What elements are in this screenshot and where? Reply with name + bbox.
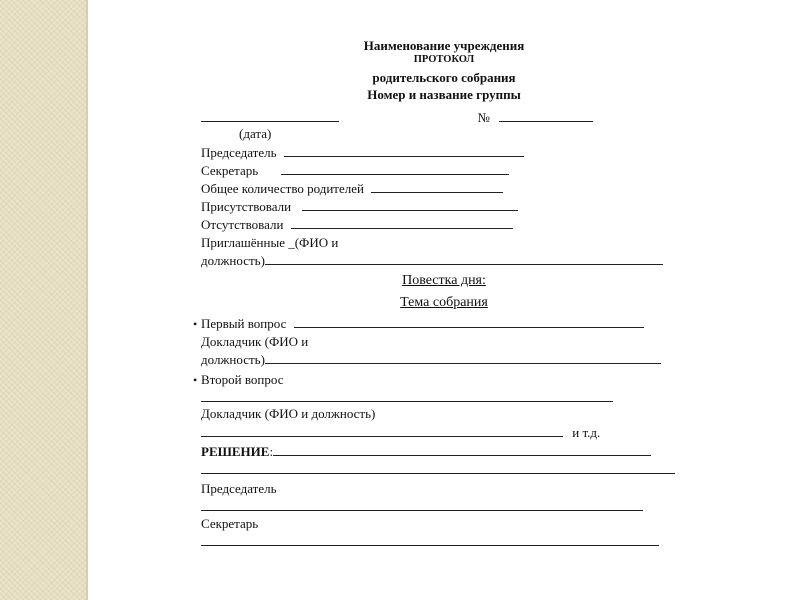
number-sign: №: [477, 110, 490, 125]
signature-chairman-label: Председатель: [201, 481, 277, 496]
question2-blank[interactable]: [201, 390, 613, 402]
question1-label: Первый вопрос: [201, 316, 287, 331]
number-blank[interactable]: [499, 110, 593, 122]
signature-secretary-blank[interactable]: [201, 534, 659, 546]
invited-blank[interactable]: [265, 253, 663, 265]
speaker1-blank[interactable]: [265, 352, 661, 364]
speaker2-row: [201, 425, 600, 441]
absent-label: Отсутствовали: [201, 217, 284, 232]
secretary-row: [201, 163, 509, 179]
question2-row: [201, 390, 613, 406]
decision-colon: :: [269, 444, 274, 459]
present-blank[interactable]: [302, 199, 518, 211]
decorative-side-strip: [0, 0, 86, 600]
etc-text: и т.д.: [572, 425, 601, 440]
signature-secretary-row: [201, 534, 659, 550]
present-row: [201, 199, 518, 215]
invited-label-line1: Приглашённые _(ФИО и: [201, 235, 339, 250]
decision-row: [201, 444, 651, 460]
speaker1-label-line2: должность): [201, 352, 265, 367]
question2-label: Второй вопрос: [201, 372, 284, 387]
decision-blank-2[interactable]: [201, 462, 675, 474]
date-caption: (дата): [239, 126, 272, 141]
meeting-topic: Тема собрания: [400, 295, 488, 310]
signature-secretary-label: Секретарь: [201, 516, 259, 531]
bullet-icon: •: [193, 317, 198, 331]
bullet-icon: •: [193, 373, 198, 387]
chairman-blank[interactable]: [284, 145, 524, 157]
signature-chairman-blank[interactable]: [201, 499, 643, 511]
absent-row: [201, 217, 513, 233]
date-blank[interactable]: [201, 110, 339, 122]
speaker1-label-line1: Докладчик (ФИО и: [201, 334, 309, 349]
absent-blank[interactable]: [291, 217, 513, 229]
question1-row: [201, 316, 644, 332]
meeting-title: родительского собрания: [372, 70, 516, 85]
secretary-blank[interactable]: [281, 163, 509, 175]
question1-blank[interactable]: [294, 316, 644, 328]
present-label: Присутствовали: [201, 199, 292, 214]
speaker2-label: Докладчик (ФИО и должность): [201, 406, 376, 421]
total-parents-blank[interactable]: [371, 181, 503, 193]
decision-row-2: [201, 462, 675, 478]
chairman-row: [201, 145, 524, 161]
total-parents-label: Общее количество родителей: [201, 181, 364, 196]
secretary-label: Секретарь: [201, 163, 259, 178]
agenda-title: Повестка дня:: [402, 273, 486, 288]
invited-row: [201, 253, 663, 269]
invited-label-line2: должность): [201, 253, 265, 268]
decision-blank[interactable]: [273, 444, 651, 456]
document-type: ПРОТОКОЛ: [413, 54, 475, 65]
decision-label: РЕШЕНИЕ: [201, 444, 270, 459]
date-number-line: [201, 110, 593, 126]
speaker2-blank[interactable]: [201, 425, 563, 437]
speaker1-row: [201, 352, 661, 368]
chairman-label: Председатель: [201, 145, 277, 160]
institution-name: Наименование учреждения: [363, 38, 525, 53]
total-parents-row: [201, 181, 503, 197]
signature-chairman-row: [201, 499, 643, 515]
group-title: Номер и название группы: [367, 87, 521, 102]
